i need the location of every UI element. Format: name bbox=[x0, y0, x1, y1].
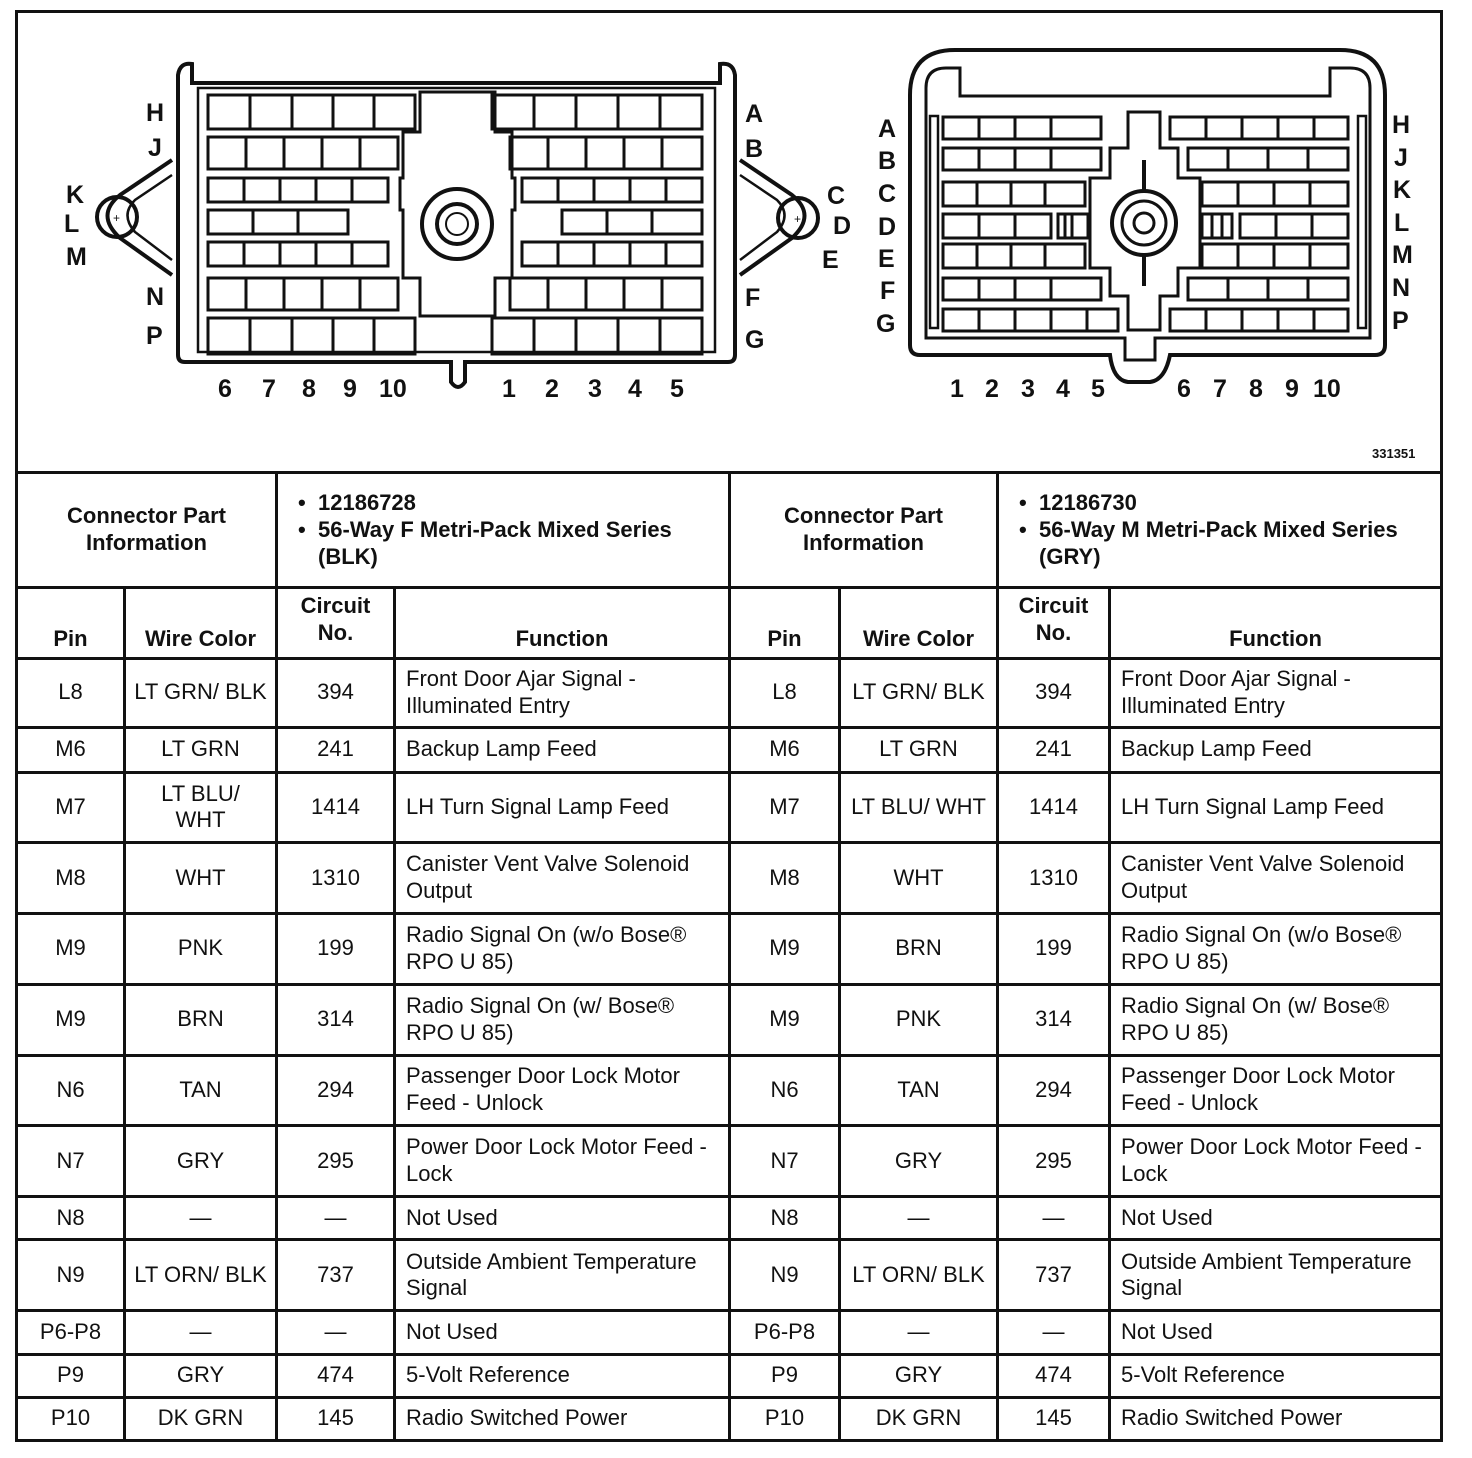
cell-pin: P9 bbox=[17, 1354, 125, 1397]
cell-circuit-no: 737 bbox=[277, 1240, 395, 1311]
f-col-label-5: 5 bbox=[670, 375, 684, 403]
cell-function: Radio Signal On (w/o Bose® RPO U 85) bbox=[395, 914, 730, 984]
table-row bbox=[17, 984, 730, 1055]
f-row-label-J: J bbox=[148, 134, 162, 162]
cell-pin: N7 bbox=[17, 1125, 125, 1196]
cell-pin: N6 bbox=[730, 1055, 840, 1125]
cell-function: Front Door Ajar Signal - Illuminated Entry bbox=[1110, 658, 1442, 727]
f-row-label-B: B bbox=[745, 135, 764, 163]
table-row bbox=[730, 727, 1442, 772]
m-col-label-7: 7 bbox=[1213, 375, 1227, 403]
figure-number: 331351 bbox=[1372, 446, 1416, 461]
cell-wire-color: PNK bbox=[840, 984, 998, 1055]
cell-pin: M8 bbox=[730, 843, 840, 914]
cell-pin: M7 bbox=[730, 772, 840, 842]
table-row bbox=[17, 727, 730, 772]
m-col-label-6: 6 bbox=[1177, 375, 1191, 403]
cell-pin: P6-P8 bbox=[17, 1311, 125, 1354]
f-row-label-L: L bbox=[64, 210, 80, 238]
cell-wire-color: TAN bbox=[840, 1055, 998, 1125]
m-col-label-5: 5 bbox=[1091, 375, 1105, 403]
m-row-label-A: A bbox=[878, 115, 897, 143]
header-circuit-no: Circuit No. bbox=[998, 588, 1110, 658]
header-wire-color: Wire Color bbox=[125, 588, 277, 658]
cell-pin: M7 bbox=[17, 772, 125, 842]
cell-pin: N7 bbox=[730, 1125, 840, 1196]
table-row bbox=[730, 658, 1442, 727]
cell-function: Not Used bbox=[1110, 1311, 1442, 1354]
f-col-label-2: 2 bbox=[545, 375, 559, 403]
connector-info-label: Connector Part Information bbox=[730, 473, 998, 588]
cell-wire-color: BRN bbox=[125, 984, 277, 1055]
cell-pin: N6 bbox=[17, 1055, 125, 1125]
cell-circuit-no: 314 bbox=[998, 984, 1110, 1055]
cell-circuit-no: 294 bbox=[277, 1055, 395, 1125]
cell-circuit-no: 1414 bbox=[277, 772, 395, 842]
m-row-label-L: L bbox=[1394, 209, 1410, 237]
table-row bbox=[730, 1354, 1442, 1397]
cell-pin: P9 bbox=[730, 1354, 840, 1397]
cell-function: Not Used bbox=[395, 1311, 730, 1354]
m-col-label-8: 8 bbox=[1249, 375, 1263, 403]
cell-circuit-no: 1310 bbox=[277, 843, 395, 914]
cell-pin: P6-P8 bbox=[730, 1311, 840, 1354]
table-row bbox=[730, 772, 1442, 842]
cell-wire-color: — bbox=[125, 1197, 277, 1240]
cell-wire-color: — bbox=[840, 1197, 998, 1240]
f-row-label-C: C bbox=[827, 182, 846, 210]
table-row bbox=[730, 914, 1442, 984]
connector-part-info bbox=[277, 473, 730, 588]
f-row-label-A: A bbox=[745, 100, 764, 128]
cell-circuit-no: 295 bbox=[998, 1125, 1110, 1196]
cell-circuit-no: 1414 bbox=[998, 772, 1110, 842]
m-col-label-10: 10 bbox=[1313, 375, 1341, 403]
table-row bbox=[17, 1197, 730, 1240]
f-col-label-6: 6 bbox=[218, 375, 232, 403]
cell-circuit-no: 737 bbox=[998, 1240, 1110, 1311]
table-row bbox=[730, 1055, 1442, 1125]
f-col-label-1: 1 bbox=[502, 375, 516, 403]
cell-circuit-no: 474 bbox=[998, 1354, 1110, 1397]
cell-function: Outside Ambient Temperature Signal bbox=[395, 1240, 730, 1311]
cell-wire-color: LT BLU/ WHT bbox=[125, 772, 277, 842]
table-row bbox=[730, 1240, 1442, 1311]
connector-info-label: Connector Part Information bbox=[17, 473, 277, 588]
cell-function: Not Used bbox=[1110, 1197, 1442, 1240]
m-row-label-E: E bbox=[878, 245, 895, 273]
cell-circuit-no: 294 bbox=[998, 1055, 1110, 1125]
cell-circuit-no: — bbox=[998, 1197, 1110, 1240]
table-row bbox=[17, 843, 730, 914]
cell-wire-color: LT GRN bbox=[125, 727, 277, 772]
cell-wire-color: LT GRN/ BLK bbox=[125, 658, 277, 727]
cell-wire-color: — bbox=[125, 1311, 277, 1354]
f-row-label-E: E bbox=[822, 246, 839, 274]
cell-pin: M8 bbox=[17, 843, 125, 914]
table-row bbox=[730, 1311, 1442, 1354]
cell-function: Passenger Door Lock Motor Feed - Unlock bbox=[1110, 1055, 1442, 1125]
cell-circuit-no: 145 bbox=[277, 1397, 395, 1440]
header-function: Function bbox=[395, 588, 730, 658]
connector-table-m bbox=[728, 471, 1443, 1442]
header-pin: Pin bbox=[730, 588, 840, 658]
cell-pin: L8 bbox=[730, 658, 840, 727]
connector-m-cavities bbox=[943, 117, 1348, 331]
cell-pin: M9 bbox=[17, 914, 125, 984]
table-row bbox=[17, 1240, 730, 1311]
cell-circuit-no: 394 bbox=[277, 658, 395, 727]
table-row bbox=[17, 1397, 730, 1440]
svg-text:+: + bbox=[113, 211, 121, 225]
table-row bbox=[730, 1125, 1442, 1196]
table-row bbox=[17, 658, 730, 727]
cell-function: 5-Volt Reference bbox=[395, 1354, 730, 1397]
cell-circuit-no: — bbox=[277, 1197, 395, 1240]
cell-wire-color: LT ORN/ BLK bbox=[840, 1240, 998, 1311]
connector-description: 56-Way F Metri-Pack Mixed Series (BLK) bbox=[318, 516, 672, 569]
cell-function: Front Door Ajar Signal - Illuminated Entry bbox=[395, 658, 730, 727]
m-col-label-3: 3 bbox=[1021, 375, 1035, 403]
header-wire-color: Wire Color bbox=[840, 588, 998, 658]
cell-pin: M9 bbox=[17, 984, 125, 1055]
cell-circuit-no: 474 bbox=[277, 1354, 395, 1397]
svg-text:+: + bbox=[794, 212, 802, 226]
cell-circuit-no: 241 bbox=[277, 727, 395, 772]
bullet-icon: • bbox=[1019, 489, 1027, 515]
cell-function: Radio Signal On (w/ Bose® RPO U 85) bbox=[395, 984, 730, 1055]
cell-wire-color: DK GRN bbox=[840, 1397, 998, 1440]
connector-part-info bbox=[998, 473, 1442, 588]
cell-function: LH Turn Signal Lamp Feed bbox=[395, 772, 730, 842]
header-circuit-no: Circuit No. bbox=[277, 588, 395, 658]
cell-circuit-no: — bbox=[998, 1311, 1110, 1354]
m-row-label-G: G bbox=[876, 310, 896, 338]
m-row-label-F: F bbox=[880, 277, 896, 305]
f-row-label-D: D bbox=[833, 212, 852, 240]
cell-circuit-no: 199 bbox=[277, 914, 395, 984]
cell-pin: N9 bbox=[730, 1240, 840, 1311]
part-number: 12186728 bbox=[318, 489, 416, 515]
header-function: Function bbox=[1110, 588, 1442, 658]
f-row-label-G: G bbox=[745, 326, 765, 354]
cell-function: Power Door Lock Motor Feed - Lock bbox=[395, 1125, 730, 1196]
table-row bbox=[17, 772, 730, 842]
cell-wire-color: WHT bbox=[125, 843, 277, 914]
f-row-label-P: P bbox=[146, 322, 163, 350]
connector-description: 56-Way M Metri-Pack Mixed Series (GRY) bbox=[1039, 516, 1398, 569]
cell-circuit-no: 241 bbox=[998, 727, 1110, 772]
m-row-label-P: P bbox=[1392, 307, 1409, 335]
f-col-label-9: 9 bbox=[343, 375, 357, 403]
connector-diagram bbox=[18, 13, 1440, 471]
cell-circuit-no: 1310 bbox=[998, 843, 1110, 914]
cell-pin: N8 bbox=[730, 1197, 840, 1240]
f-row-label-H: H bbox=[146, 99, 165, 127]
cell-function: Radio Signal On (w/o Bose® RPO U 85) bbox=[1110, 914, 1442, 984]
f-row-label-F: F bbox=[745, 284, 761, 312]
table-row bbox=[17, 1125, 730, 1196]
cell-wire-color: GRY bbox=[125, 1125, 277, 1196]
cell-function: Passenger Door Lock Motor Feed - Unlock bbox=[395, 1055, 730, 1125]
cell-circuit-no: 199 bbox=[998, 914, 1110, 984]
cell-pin: M9 bbox=[730, 914, 840, 984]
m-row-label-K: K bbox=[1393, 176, 1412, 204]
cell-function: Canister Vent Valve Solenoid Output bbox=[1110, 843, 1442, 914]
bullet-icon: • bbox=[298, 489, 306, 515]
m-col-label-9: 9 bbox=[1285, 375, 1299, 403]
cell-wire-color: TAN bbox=[125, 1055, 277, 1125]
table-row bbox=[730, 984, 1442, 1055]
f-col-label-8: 8 bbox=[302, 375, 316, 403]
m-row-label-C: C bbox=[878, 180, 897, 208]
cell-pin: M9 bbox=[730, 984, 840, 1055]
f-row-label-N: N bbox=[146, 283, 165, 311]
f-col-label-10: 10 bbox=[379, 375, 407, 403]
cell-wire-color: LT GRN bbox=[840, 727, 998, 772]
cell-wire-color: — bbox=[840, 1311, 998, 1354]
m-row-label-N: N bbox=[1392, 274, 1411, 302]
m-col-label-2: 2 bbox=[985, 375, 999, 403]
table-row bbox=[17, 914, 730, 984]
table-row bbox=[17, 1055, 730, 1125]
m-row-label-H: H bbox=[1392, 111, 1411, 139]
cell-circuit-no: 394 bbox=[998, 658, 1110, 727]
cell-pin: M6 bbox=[730, 727, 840, 772]
cell-pin: N9 bbox=[17, 1240, 125, 1311]
cell-wire-color: BRN bbox=[840, 914, 998, 984]
connector-table-f bbox=[15, 471, 731, 1442]
m-row-label-D: D bbox=[878, 213, 897, 241]
cell-pin: P10 bbox=[17, 1397, 125, 1440]
cell-wire-color: DK GRN bbox=[125, 1397, 277, 1440]
f-row-label-M: M bbox=[66, 243, 87, 271]
m-row-label-M: M bbox=[1392, 241, 1413, 269]
m-row-label-J: J bbox=[1394, 144, 1408, 172]
m-row-label-B: B bbox=[878, 147, 897, 175]
cell-circuit-no: 295 bbox=[277, 1125, 395, 1196]
table-row bbox=[17, 1311, 730, 1354]
cell-function: Backup Lamp Feed bbox=[1110, 727, 1442, 772]
connector-f-body bbox=[97, 64, 818, 387]
cell-function: Power Door Lock Motor Feed - Lock bbox=[1110, 1125, 1442, 1196]
cell-function: Canister Vent Valve Solenoid Output bbox=[395, 843, 730, 914]
table-row bbox=[17, 1354, 730, 1397]
bullet-icon: • bbox=[298, 516, 306, 542]
cell-wire-color: LT BLU/ WHT bbox=[840, 772, 998, 842]
cell-circuit-no: 314 bbox=[277, 984, 395, 1055]
cell-function: Outside Ambient Temperature Signal bbox=[1110, 1240, 1442, 1311]
cell-pin: N8 bbox=[17, 1197, 125, 1240]
cell-wire-color: LT ORN/ BLK bbox=[125, 1240, 277, 1311]
cell-wire-color: GRY bbox=[125, 1354, 277, 1397]
cell-function: Radio Switched Power bbox=[395, 1397, 730, 1440]
cell-function: Radio Switched Power bbox=[1110, 1397, 1442, 1440]
cell-circuit-no: — bbox=[277, 1311, 395, 1354]
f-col-label-4: 4 bbox=[628, 375, 642, 403]
cell-pin: P10 bbox=[730, 1397, 840, 1440]
table-row bbox=[730, 1397, 1442, 1440]
m-col-label-1: 1 bbox=[950, 375, 964, 403]
cell-wire-color: WHT bbox=[840, 843, 998, 914]
cell-function: Not Used bbox=[395, 1197, 730, 1240]
cell-function: 5-Volt Reference bbox=[1110, 1354, 1442, 1397]
m-col-label-4: 4 bbox=[1056, 375, 1070, 403]
cell-pin: L8 bbox=[17, 658, 125, 727]
part-number: 12186730 bbox=[1039, 489, 1137, 515]
f-col-label-7: 7 bbox=[262, 375, 276, 403]
cell-function: Backup Lamp Feed bbox=[395, 727, 730, 772]
connector-tables bbox=[15, 471, 1443, 1442]
cell-circuit-no: 145 bbox=[998, 1397, 1110, 1440]
cell-function: LH Turn Signal Lamp Feed bbox=[1110, 772, 1442, 842]
table-row bbox=[730, 1197, 1442, 1240]
cell-wire-color: GRY bbox=[840, 1354, 998, 1397]
f-col-label-3: 3 bbox=[588, 375, 602, 403]
cell-function: Radio Signal On (w/ Bose® RPO U 85) bbox=[1110, 984, 1442, 1055]
cell-wire-color: GRY bbox=[840, 1125, 998, 1196]
table-row bbox=[730, 843, 1442, 914]
cell-wire-color: PNK bbox=[125, 914, 277, 984]
bullet-icon: • bbox=[1019, 516, 1027, 542]
header-pin: Pin bbox=[17, 588, 125, 658]
cell-pin: M6 bbox=[17, 727, 125, 772]
cell-wire-color: LT GRN/ BLK bbox=[840, 658, 998, 727]
f-row-label-K: K bbox=[66, 181, 85, 209]
